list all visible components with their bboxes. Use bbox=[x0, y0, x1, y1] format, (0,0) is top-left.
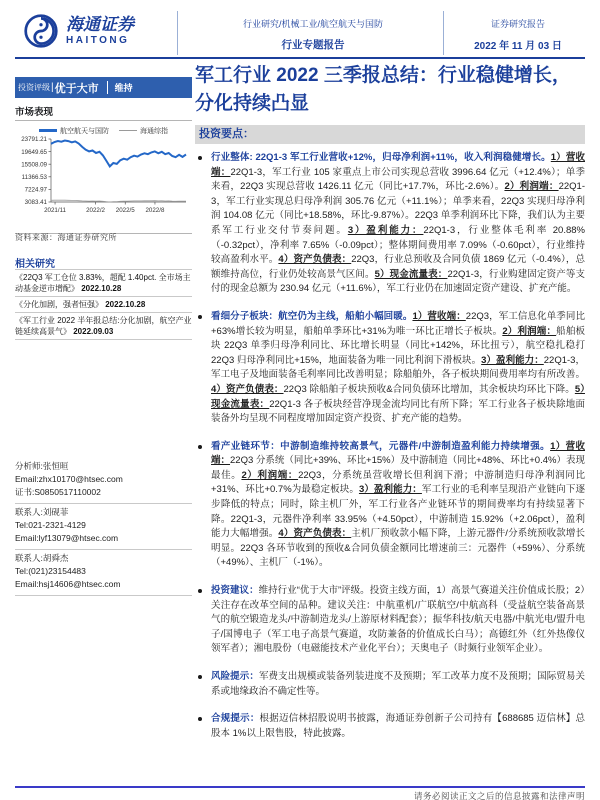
text-segment: 军工行业的毛利率呈现沿产业链向下逐步降低的特点；同时，除主机厂外，军工行业各产业链环节的期间费率均有持续显著下降。22Q1-3，元器件净利率 33.95%（+4.50pct），中游制造 15.92%（+2.06pct），盈利能力大幅增强。 bbox=[211, 484, 585, 540]
market-performance-heading: 市场表现 bbox=[15, 107, 54, 118]
research-title: 《22Q3 军工仓位 3.83%，超配 1.40pct. 全市场主动基金逆市增配》 bbox=[15, 273, 191, 293]
research-title: 《军工行业 2022 半年报总结:分化加剧，航空产业链延续高景气》 bbox=[15, 316, 192, 336]
text-segment: 22Q1-3，行业购建固定资产等支付的现金总额为 230.94 亿元（+11.6%），军工行业仍在加速固定资产建设、扩充产能。 bbox=[211, 268, 585, 295]
bullet-marker-icon bbox=[198, 589, 202, 593]
highlight-bullet bbox=[195, 310, 585, 427]
highlight-bullet bbox=[195, 584, 585, 657]
svg-text:2021/11: 2021/11 bbox=[44, 207, 67, 214]
bullet-marker-icon bbox=[198, 717, 202, 721]
text-segment: 投资建议： bbox=[211, 585, 259, 597]
chart-legend bbox=[15, 125, 192, 136]
contacts-block bbox=[15, 458, 192, 596]
text-segment: 合规提示： bbox=[211, 713, 260, 725]
page-title: 军工行业 2022 三季报总结：行业稳健增长，分化持续凸显 bbox=[195, 65, 571, 114]
svg-text:2022/8: 2022/8 bbox=[145, 207, 165, 214]
contact-line: 联系人:刘砚菲 bbox=[15, 507, 69, 517]
contact-line: Tel:(021)23154483 bbox=[15, 566, 86, 576]
rating-separator bbox=[107, 81, 108, 94]
text-segment: 1）营收端： bbox=[211, 440, 585, 467]
header-divider bbox=[443, 11, 444, 55]
logo-text bbox=[66, 16, 134, 46]
footer-rule bbox=[15, 786, 585, 788]
text-segment: 根据迈信林招股说明书披露，海通证券创新子公司持有【688685 迈信林】总股本 1%以上限售股，特此披露。 bbox=[211, 713, 585, 739]
text-segment: 5）现金流量表： bbox=[211, 383, 585, 410]
text-segment: 22Q1-3，军工电子及地面装备毛利率同比改善明显；除船舶外，各子板块期间费用率均有所改善。 bbox=[211, 354, 585, 381]
text-segment: 主机厂预收款小幅下降，上游元器件/分系统预收款增长明显。22Q3 各环节收到的预收&合同负债金额同比增速前三：元器件（+59%）、分系统（+49%）、主机厂（-1%）。 bbox=[211, 528, 585, 569]
text-segment: 22Q3，行业总预收及合同负债 1869 亿元（-0.4%），总额维持高位，行业仍处较高景气区间。 bbox=[211, 254, 585, 280]
text-segment: 1）营收端： bbox=[412, 310, 466, 322]
related-research-item bbox=[15, 313, 192, 340]
contact-line: Email:lyf13079@htsec.com bbox=[15, 533, 119, 543]
svg-text:3083.41: 3083.41 bbox=[24, 199, 47, 207]
svg-text:11366.53: 11366.53 bbox=[21, 174, 47, 181]
highlight-bullet bbox=[195, 670, 585, 699]
contact-line: Email:hsj14606@htsec.com bbox=[15, 579, 121, 589]
highlight-bullet bbox=[195, 712, 585, 741]
text-segment: 22Q1-3，行业整体毛利率 20.88%（-0.32pct），净利率 7.65%（-0.09pct）；整体期间费用率 7.09%（-0.60pct），行业维持较高盈利水平。 bbox=[211, 224, 585, 266]
rating-value: 优于大市 bbox=[54, 82, 99, 95]
bullet-marker-icon bbox=[198, 315, 202, 319]
research-date: 2022.10.28 bbox=[81, 284, 122, 293]
text-segment: 看细分子板块：航空仍为主线，船舶小幅回暖。 bbox=[211, 310, 413, 322]
haitong-logo-icon bbox=[23, 13, 59, 49]
text-segment: 3）盈利能力： bbox=[481, 354, 544, 366]
header-rule bbox=[15, 57, 585, 59]
svg-text:2022/5: 2022/5 bbox=[115, 207, 135, 214]
rating-status: 维持 bbox=[114, 83, 133, 93]
bullet-marker-icon bbox=[198, 156, 202, 160]
research-date: 2022.10.28 bbox=[105, 300, 146, 309]
text-segment: 行业整体: 22Q1-3 军工行业营收+12%，归母净利润+11%，收入利润稳健增长。 bbox=[211, 152, 551, 163]
header-right bbox=[451, 17, 585, 52]
highlights-list bbox=[195, 151, 585, 754]
logo-en-text: HAITONG bbox=[66, 35, 130, 46]
svg-text:23791.21: 23791.21 bbox=[21, 136, 47, 144]
haitong-logo bbox=[23, 13, 134, 49]
report-date: 2022 年 11 月 03 日 bbox=[474, 41, 562, 52]
text-segment: 22Q3，军工信息化单季同比+63%增长较为明显，船舶单季环比+31%为唯一环比正增长子板块。 bbox=[211, 310, 585, 337]
footer-disclaimer: 请务必阅读正文之后的信息披露和法律声明 bbox=[413, 791, 585, 800]
highlight-bullet bbox=[195, 151, 585, 297]
contact-line: 分析师:张恒晅 bbox=[15, 461, 69, 471]
rating-badge bbox=[15, 77, 192, 98]
text-segment: 3）盈利能力： bbox=[358, 484, 422, 496]
contact-group bbox=[15, 504, 192, 550]
chart-source-note: 资料来源：海通证券研究所 bbox=[15, 233, 117, 242]
related-research-heading: 相关研究 bbox=[15, 259, 55, 270]
text-segment: 4）资产负债表： bbox=[278, 528, 352, 540]
text-segment: 2）利润端： bbox=[504, 181, 559, 193]
contact-group bbox=[15, 458, 192, 504]
market-chart-box bbox=[15, 120, 192, 234]
series-line-sample-primary bbox=[39, 129, 57, 132]
text-segment: 22Q1-3 各子板块经营净现金流均同比有所下降；军工行业各子板块除地面装备外均呈现不同程度增加固定资产投资、扩充产能的趋势。 bbox=[211, 398, 585, 425]
logo-cn-text: 海通证券 bbox=[66, 15, 134, 35]
text-segment: 看产业链环节：中游制造维持较高景气，元器件/中游制造盈利能力持续增强。 bbox=[211, 440, 551, 452]
bullet-marker-icon bbox=[198, 445, 202, 449]
text-segment: 22Q1-3，军工行业 105 家重点上市公司实现总营收 3996.64 亿元（+12.4%）；单季来看，22Q3 实现总营收 1426.11 亿元（同比+17.7%，环比-2.6%）。 bbox=[211, 166, 585, 193]
text-segment: 4）资产负债表： bbox=[211, 383, 284, 395]
related-research-item bbox=[15, 270, 192, 297]
contact-group bbox=[15, 550, 192, 596]
rating-label: 投资评级 bbox=[18, 83, 50, 92]
text-segment: 4）资产负债表： bbox=[278, 254, 352, 266]
svg-text:7224.97: 7224.97 bbox=[24, 186, 47, 194]
report-type: 行业专题报告 bbox=[281, 39, 345, 51]
legend-label-secondary: 海通综指 bbox=[140, 127, 168, 135]
rating-pipe: | bbox=[51, 82, 54, 93]
header-divider bbox=[177, 11, 178, 55]
research-date: 2022.09.03 bbox=[73, 327, 114, 336]
text-segment: 22Q3，分系统虽营收增长但利润下滑；中游制造归母净利润同比+31%、环比+0.7%为最稳定板块。 bbox=[211, 469, 585, 496]
highlights-heading: 投资要点： bbox=[195, 125, 585, 144]
report-series: 证券研究报告 bbox=[490, 19, 545, 29]
related-research-list bbox=[15, 269, 192, 340]
text-segment: 1）营收端： bbox=[211, 152, 585, 178]
text-segment: 军费支出规模或装备列装进度不及预期；军工改革力度不及预期；国际贸易关系或地缘政治不确定性等。 bbox=[211, 671, 585, 697]
contact-line: 证书:S0850517110002 bbox=[15, 487, 101, 497]
text-segment: 2）利润端： bbox=[241, 469, 299, 481]
text-segment: 维持行业“优于大市”评级。投资主线方面，1）高景气赛道关注价值成长股；2）关注存在改革空间的品种。建议关注：中航重机/广联航空/中航高科（受益航空装备高景气的航空锻造龙头/中游制造龙头/上游原材料配套）；振华科技/航天电器/中航光电/盟升电子/国博电子（军工电子高景气赛道，攻防兼备的价值成长白马）；高德红外（红外热像仪领军者）；湘电股份（电磁能技术产业化平台）；天奥电子（时频行业领军企业）。 bbox=[211, 585, 585, 655]
text-segment: 22Q3 除船舶子板块预收&合同负债环比增加，其余板块均环比下降。 bbox=[283, 383, 575, 395]
legend-label-primary: 航空航天与国防 bbox=[60, 127, 109, 135]
text-segment: 22Q1-3，军工行业实现总归母净利润 305.76 亿元（+11.1%）；单季来看，22Q3 实现归母净利润 104.08 亿元（同比+18.58%，环比-9.87%）。22Q3 单季利润环比下降，我们认为主要系军工行业交付节奏问题。 bbox=[211, 181, 585, 236]
bullet-marker-icon bbox=[198, 675, 202, 679]
related-research-item bbox=[15, 297, 192, 313]
text-segment: 船舶板块 22Q3 单季归母净利同比、环比增长明显（同比+142%，环比扭亏），航空稳扎稳打 22Q3 归母净利同比+15%，地面装备为唯一同比利润下滑板块。 bbox=[211, 325, 585, 366]
text-segment: 风险提示： bbox=[211, 671, 259, 682]
market-chart-svg bbox=[15, 136, 192, 228]
text-segment: 2）利润端： bbox=[502, 325, 557, 337]
page-header bbox=[15, 8, 585, 56]
highlight-bullet bbox=[195, 440, 585, 571]
text-segment: 5）现金流量表： bbox=[374, 268, 448, 280]
research-title: 《分化加剧，强者恒强》 bbox=[15, 300, 103, 309]
header-category bbox=[187, 17, 439, 52]
text-segment: 22Q3 分系统（同比+39%、环比+15%）及中游制造（同比+48%、环比+0.4%）表现最佳。 bbox=[211, 455, 585, 481]
svg-text:15508.09: 15508.09 bbox=[21, 161, 47, 169]
contact-line: Email:zhx10170@htsec.com bbox=[15, 474, 123, 484]
industry-breadcrumb: 行业研究/机械工业/航空航天与国防 bbox=[242, 19, 383, 29]
text-segment: 3）盈利能力： bbox=[347, 224, 424, 236]
series-line-sample-secondary bbox=[119, 130, 137, 131]
svg-text:2022/2: 2022/2 bbox=[86, 207, 106, 214]
contact-line: 联系人:胡舜杰 bbox=[15, 553, 69, 563]
svg-text:19649.65: 19649.65 bbox=[21, 148, 47, 156]
contact-line: Tel:021-2321-4129 bbox=[15, 520, 86, 530]
